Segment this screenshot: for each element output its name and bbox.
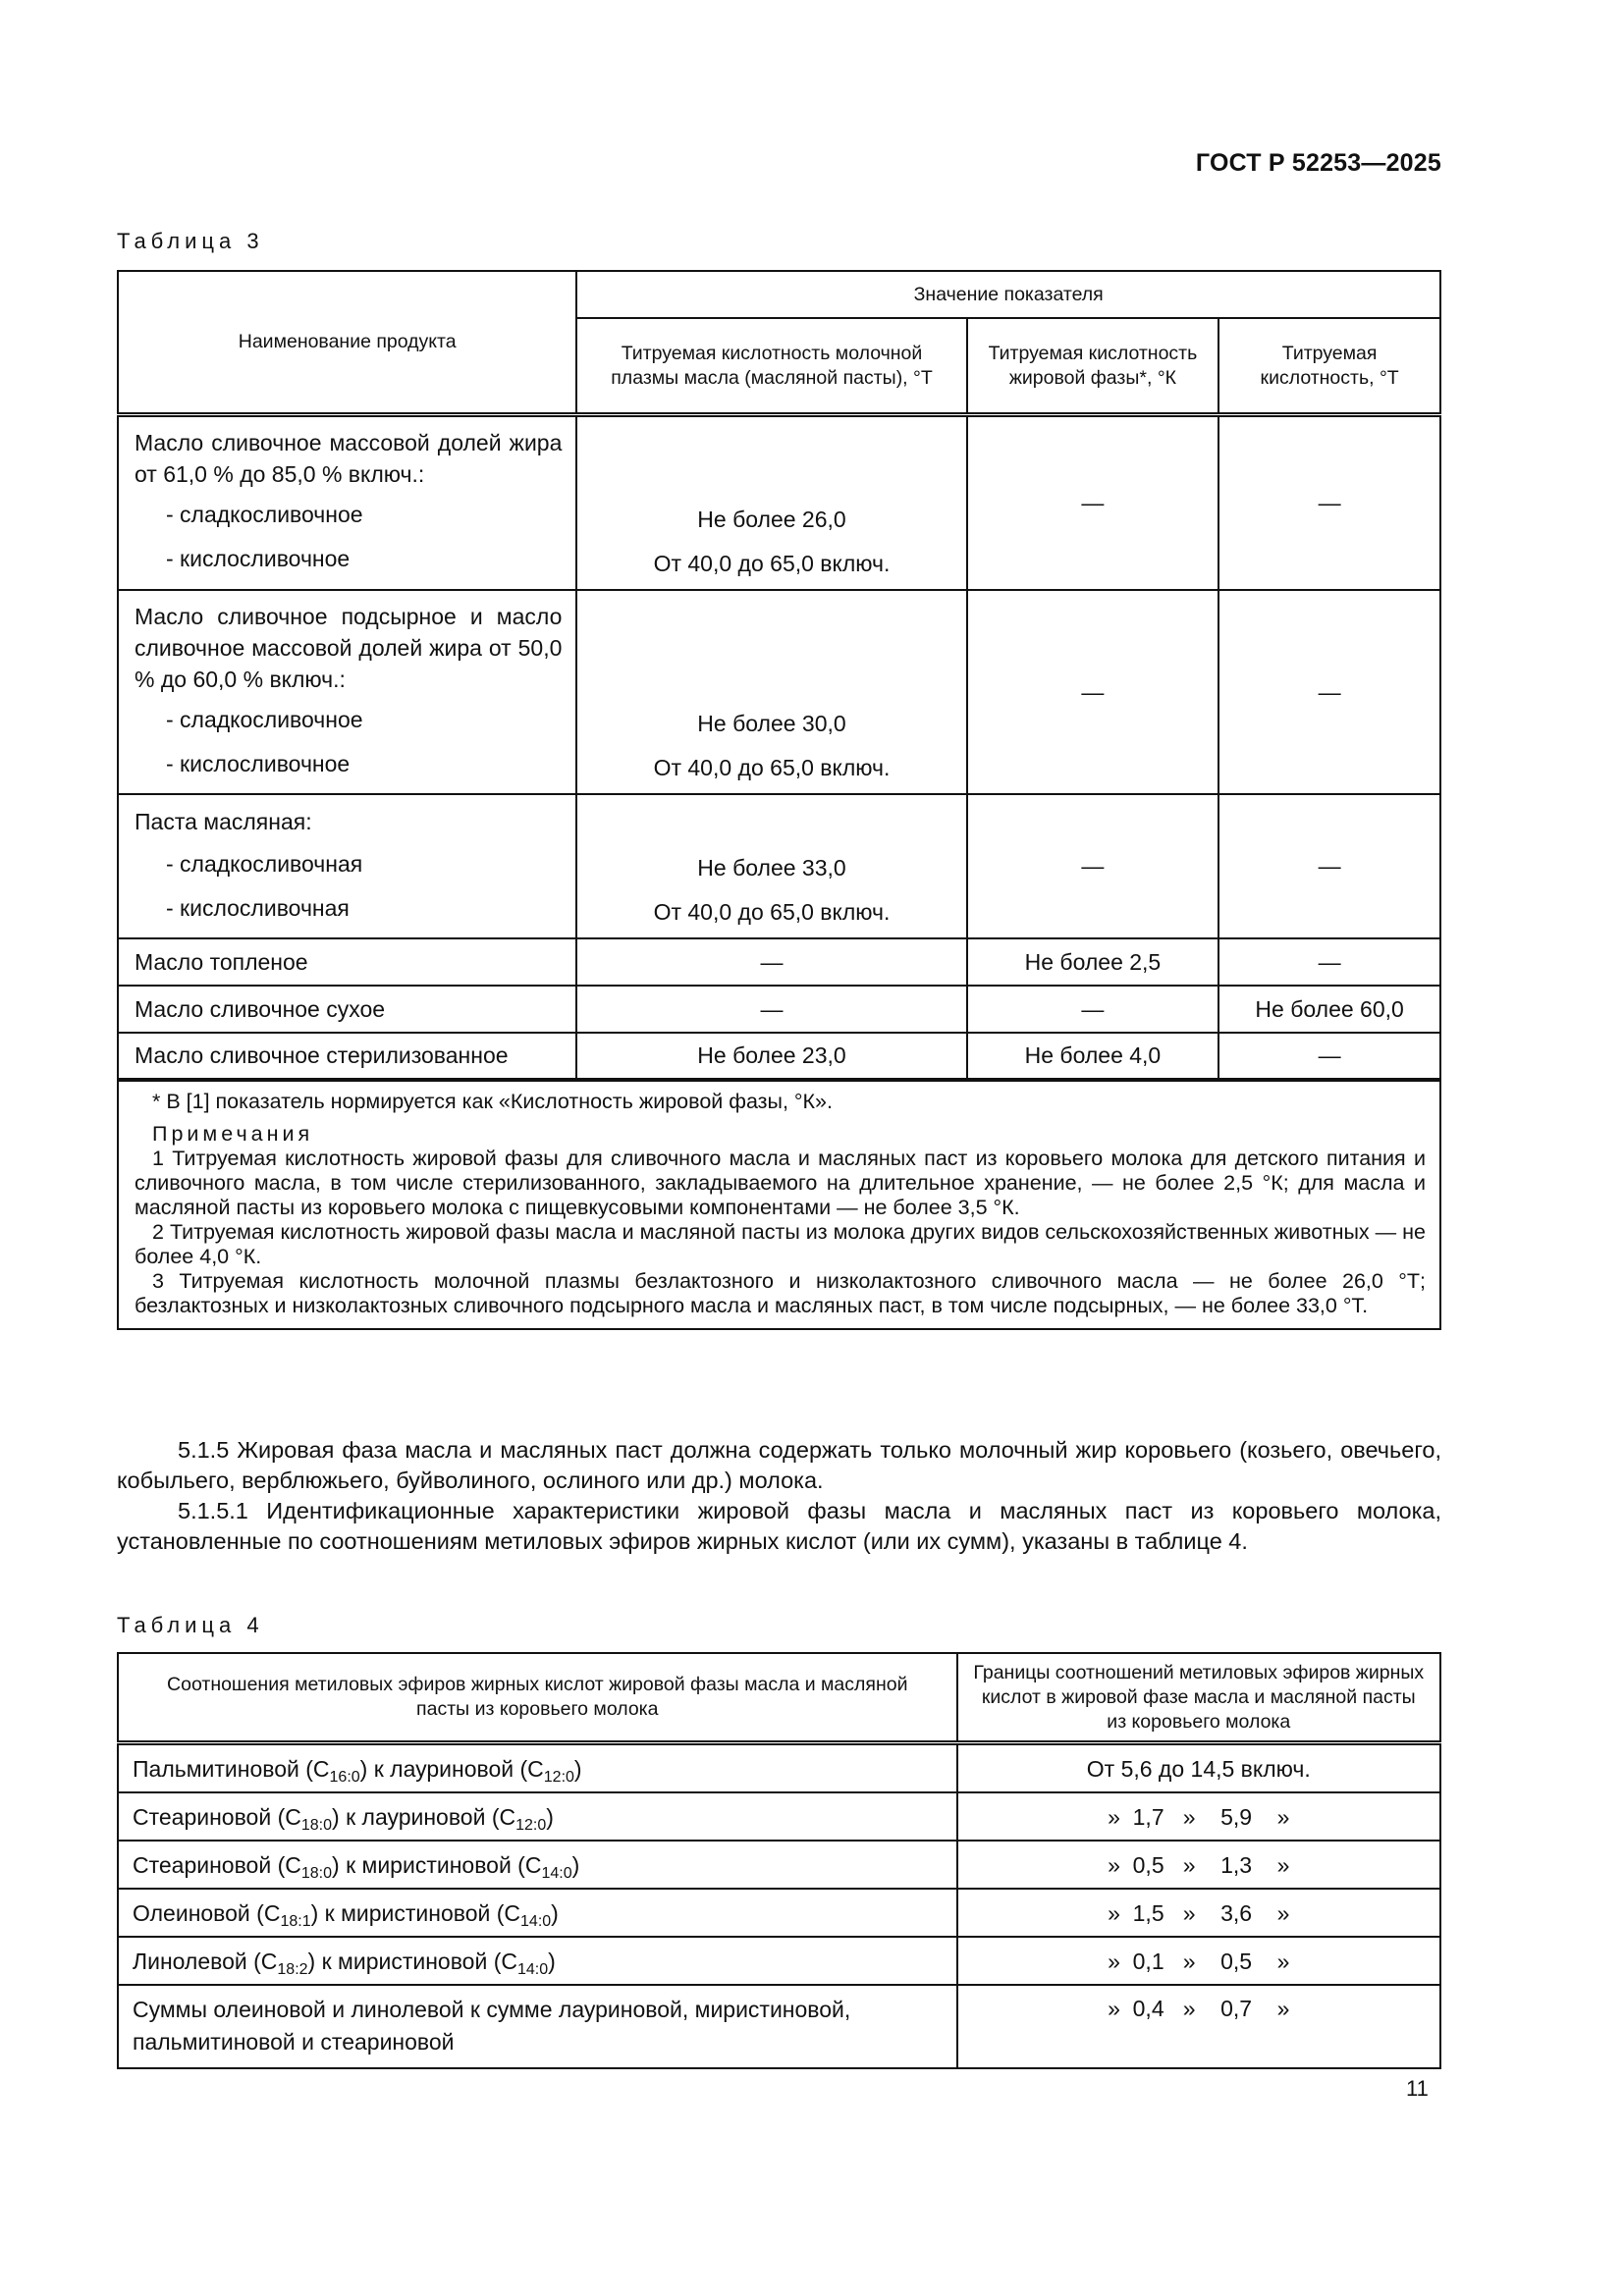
body-text: [117, 1435, 1441, 1557]
col-header-product: Наименование продукта: [118, 271, 576, 415]
notes-title: Примечания: [152, 1121, 314, 1146]
paragraph-5-1-5-1: 5.1.5.1 Идентификационные характеристики жировой фазы масла и масляных паст из коровьего молока, установленные по соотношениям метиловых эфиров жирных кислот (или их сумм), указаны в таблице 4.: [117, 1498, 1441, 1554]
col-header-plasma: Титруемая кислотность молочной плазмы масла (масляной пасты), °Т: [576, 318, 966, 415]
table-row: [118, 986, 1440, 1033]
table-row: [118, 1937, 1440, 1985]
plasma-cell: Не более 23,0: [576, 1033, 966, 1080]
product-subtype: - кислосливочная: [166, 895, 350, 921]
plasma-cell: [576, 794, 966, 938]
fat-cell: —: [967, 415, 1219, 590]
ratio-range: От 5,6 до 14,5 включ.: [957, 1743, 1440, 1793]
product-subtype: - кислосливочное: [166, 750, 351, 776]
fat-cell: Не более 2,5: [967, 938, 1219, 986]
ratio-name: Стеариновой $(C_{18:0})$ к лауриновой $(C_{12:0})$: [118, 1792, 957, 1841]
table-notes: [118, 1080, 1440, 1329]
table-row: [118, 1743, 1440, 1793]
value: От 40,0 до 65,0 включ.: [653, 754, 891, 780]
product-subtype: - сладкосливочная: [166, 851, 363, 877]
table-row: [118, 1841, 1440, 1889]
product-name-cell: [118, 590, 576, 794]
col-header-fat: Титруемая кислотность жировой фазы*, °К: [967, 318, 1219, 415]
product-name: Масло сливочное стерилизованное: [118, 1033, 576, 1080]
note-2: 2 Титруемая кислотность жировой фазы масла и масляной пасты из молока других видов сельскохозяйственных животных — не более 4,0 °К.: [135, 1219, 1426, 1268]
fat-cell: —: [967, 590, 1219, 794]
acid-cell: —: [1218, 415, 1440, 590]
footnote: * В [1] показатель нормируется как «Кислотность жировой фазы, °К».: [152, 1089, 833, 1113]
product-subtype: - сладкосливочное: [166, 706, 363, 732]
value: Не более 33,0: [697, 854, 846, 881]
table-3: [117, 270, 1441, 1330]
ratio-range: » 0,1 » 0,5 »: [957, 1937, 1440, 1985]
plasma-cell: —: [576, 938, 966, 986]
acid-cell: —: [1218, 938, 1440, 986]
table-row: [118, 1792, 1440, 1841]
ratio-name: Олеиновой $(C_{18:1})$ к миристиновой $(C_{14:0})$: [118, 1889, 957, 1937]
value: От 40,0 до 65,0 включ.: [653, 550, 891, 576]
table-row: [118, 1033, 1440, 1080]
note-3: 3 Титруемая кислотность молочной плазмы безлактозного и низколактозного сливочного масла — не более 26,0 °Т; безлактозных и низколактозных сливочного подсырного масла и масляных паст, в том числе подсырных, — не более 33,0 °Т.: [135, 1268, 1426, 1317]
note-1: 1 Титруемая кислотность жировой фазы для сливочного масла и масляных паст из коровьего молока для детского питания и сливочного масла, в том числе стерилизованного, закладываемого на длительное хранение, — не более 2,5 °К; для масла и масляной пасты из коровьего молока с пищевкусовыми компонентами — не более 3,5 °К.: [135, 1146, 1426, 1219]
col-header-group: Значение показателя: [576, 271, 1440, 318]
table-row: [118, 794, 1440, 938]
acid-cell: —: [1218, 794, 1440, 938]
acid-cell: Не более 60,0: [1218, 986, 1440, 1033]
fat-cell: —: [967, 986, 1219, 1033]
document-id: ГОСТ Р 52253—2025: [1195, 149, 1441, 177]
product-subtype: - сладкосливочное: [166, 502, 363, 528]
table4-caption: Таблица 4: [117, 1613, 264, 1637]
plasma-cell: [576, 590, 966, 794]
product-name-cell: [118, 794, 576, 938]
fat-cell: Не более 4,0: [967, 1033, 1219, 1080]
table-row: [118, 415, 1440, 590]
ratio-range: » 1,5 » 3,6 »: [957, 1889, 1440, 1937]
ratio-name: Линолевой $(C_{18:2})$ к миристиновой $(C_{14:0})$: [118, 1937, 957, 1985]
ratio-name: Суммы олеиновой и линолевой к сумме лауриновой, миристиновой, пальмитиновой и стеариновой: [118, 1985, 957, 2068]
plasma-cell: —: [576, 986, 966, 1033]
ratio-name: Пальмитиновой $(C_{16:0})$ к лауриновой $(C_{12:0})$: [118, 1743, 957, 1793]
fat-cell: —: [967, 794, 1219, 938]
notes-row: [118, 1080, 1440, 1329]
product-name: Масло сливочное сухое: [118, 986, 576, 1033]
value: Не более 26,0: [697, 506, 846, 532]
product-name: Масло сливочное подсырное и масло сливочное массовой долей жира от 50,0 % до 60,0 % включ.:: [135, 603, 563, 692]
product-name-cell: [118, 415, 576, 590]
acid-cell: —: [1218, 1033, 1440, 1080]
product-subtype: - кислосливочное: [166, 546, 351, 572]
ratio-name: Стеариновой $(C_{18:0})$ к миристиновой $(C_{14:0})$: [118, 1841, 957, 1889]
table-row: [118, 1889, 1440, 1937]
product-name: Масло топленое: [118, 938, 576, 986]
value: От 40,0 до 65,0 включ.: [653, 898, 891, 925]
plasma-cell: [576, 415, 966, 590]
paragraph-5-1-5: 5.1.5 Жировая фаза масла и масляных паст должна содержать только молочный жир коровьего (козьего, овечьего, кобыльего, верблюжьего, буйволиного, ослиного или др.) молока.: [117, 1437, 1441, 1493]
page-number: 11: [1406, 2076, 1429, 2101]
table3-caption: Таблица 3: [117, 229, 264, 253]
table-row: [118, 590, 1440, 794]
product-name: Паста масляная:: [135, 809, 312, 834]
col-header-ratio: Соотношения метиловых эфиров жирных кислот жировой фазы масла и масляной пасты из коровьего молока: [118, 1653, 957, 1743]
ratio-range: » 0,5 » 1,3 »: [957, 1841, 1440, 1889]
ratio-range: » 0,4 » 0,7 »: [957, 1985, 1440, 2068]
value: Не более 30,0: [697, 710, 846, 736]
col-header-limits: Границы соотношений метиловых эфиров жирных кислот в жировой фазе масла и масляной пасты из коровьего молока: [957, 1653, 1440, 1743]
ratio-range: » 1,7 » 5,9 »: [957, 1792, 1440, 1841]
product-name: Масло сливочное массовой долей жира от 61,0 % до 85,0 % включ.:: [135, 430, 563, 488]
col-header-acid: Титруемая кислотность, °Т: [1218, 318, 1440, 415]
acid-cell: —: [1218, 590, 1440, 794]
table-row: [118, 1985, 1440, 2068]
table-4: [117, 1652, 1441, 2069]
table-row: [118, 938, 1440, 986]
